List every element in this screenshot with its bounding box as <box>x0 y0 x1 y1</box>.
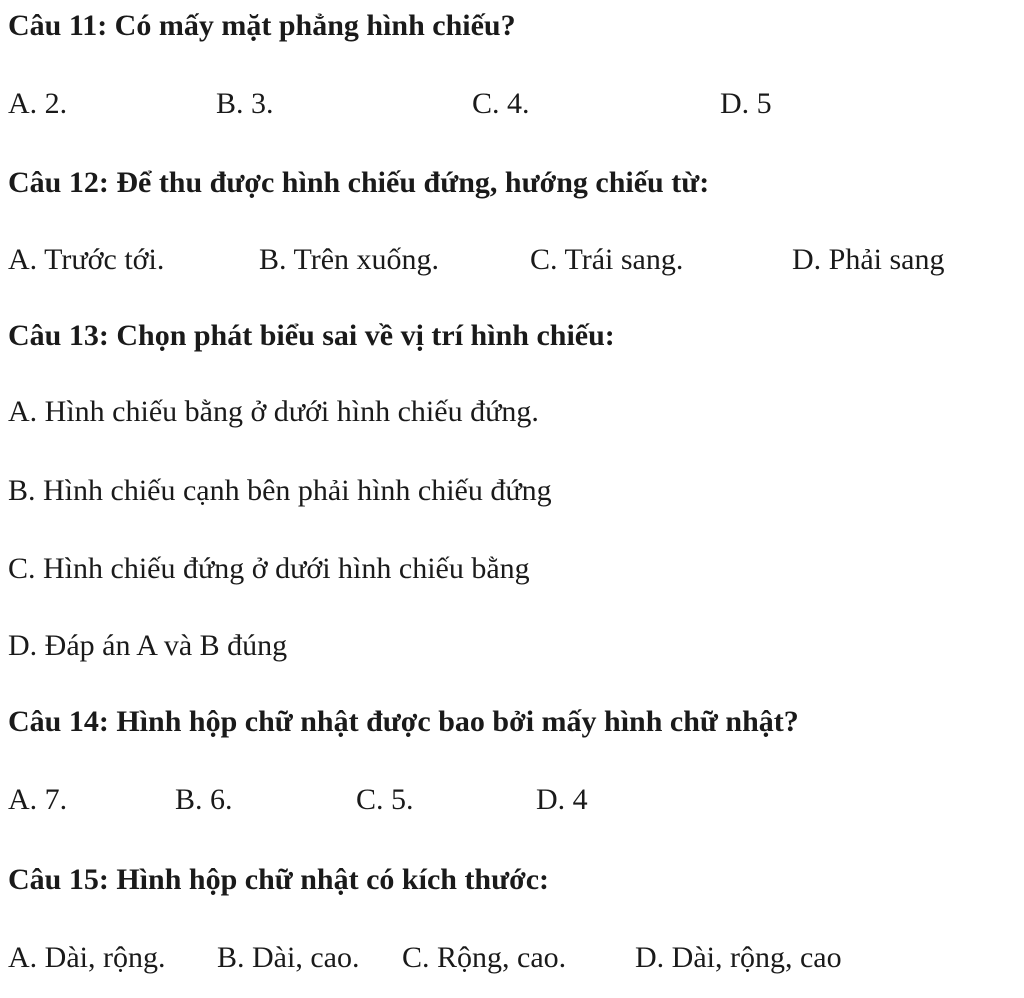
question-14-option-d: D. 4 <box>536 783 588 816</box>
question-11-title: Câu 11: Có mấy mặt phẳng hình chiếu? <box>8 9 516 42</box>
question-15-option-b: B. Dài, cao. <box>217 941 360 974</box>
question-12-option-d: D. Phải sang <box>792 243 945 276</box>
question-11-option-c: C. 4. <box>472 87 530 120</box>
question-12-option-a: A. Trước tới. <box>8 243 165 276</box>
question-14-option-c: C. 5. <box>356 783 414 816</box>
question-12-title: Câu 12: Để thu được hình chiếu đứng, hướng chiếu từ: <box>8 166 710 199</box>
question-11-option-b: B. 3. <box>216 87 274 120</box>
question-15-option-d: D. Dài, rộng, cao <box>635 941 842 974</box>
question-15-option-c: C. Rộng, cao. <box>402 941 567 974</box>
question-13-option-a: A. Hình chiếu bằng ở dưới hình chiếu đứng. <box>8 395 539 428</box>
question-13-option-d: D. Đáp án A và B đúng <box>8 629 288 662</box>
question-13-title: Câu 13: Chọn phát biểu sai về vị trí hình chiếu: <box>8 319 615 352</box>
question-14-option-a: A. 7. <box>8 783 68 816</box>
question-15-title: Câu 15: Hình hộp chữ nhật có kích thước: <box>8 863 550 896</box>
question-11-option-d: D. 5 <box>720 87 772 120</box>
question-15-option-a: A. Dài, rộng. <box>8 941 166 974</box>
question-14-option-b: B. 6. <box>175 783 233 816</box>
question-12-option-b: B. Trên xuống. <box>259 243 440 276</box>
question-12-option-c: C. Trái sang. <box>530 243 684 276</box>
question-13-option-b: B. Hình chiếu cạnh bên phải hình chiếu đứng <box>8 474 552 507</box>
question-14-title: Câu 14: Hình hộp chữ nhật được bao bởi mấy hình chữ nhật? <box>8 705 799 738</box>
question-11-option-a: A. 2. <box>8 87 68 120</box>
question-13-option-c: C. Hình chiếu đứng ở dưới hình chiếu bằng <box>8 552 530 585</box>
